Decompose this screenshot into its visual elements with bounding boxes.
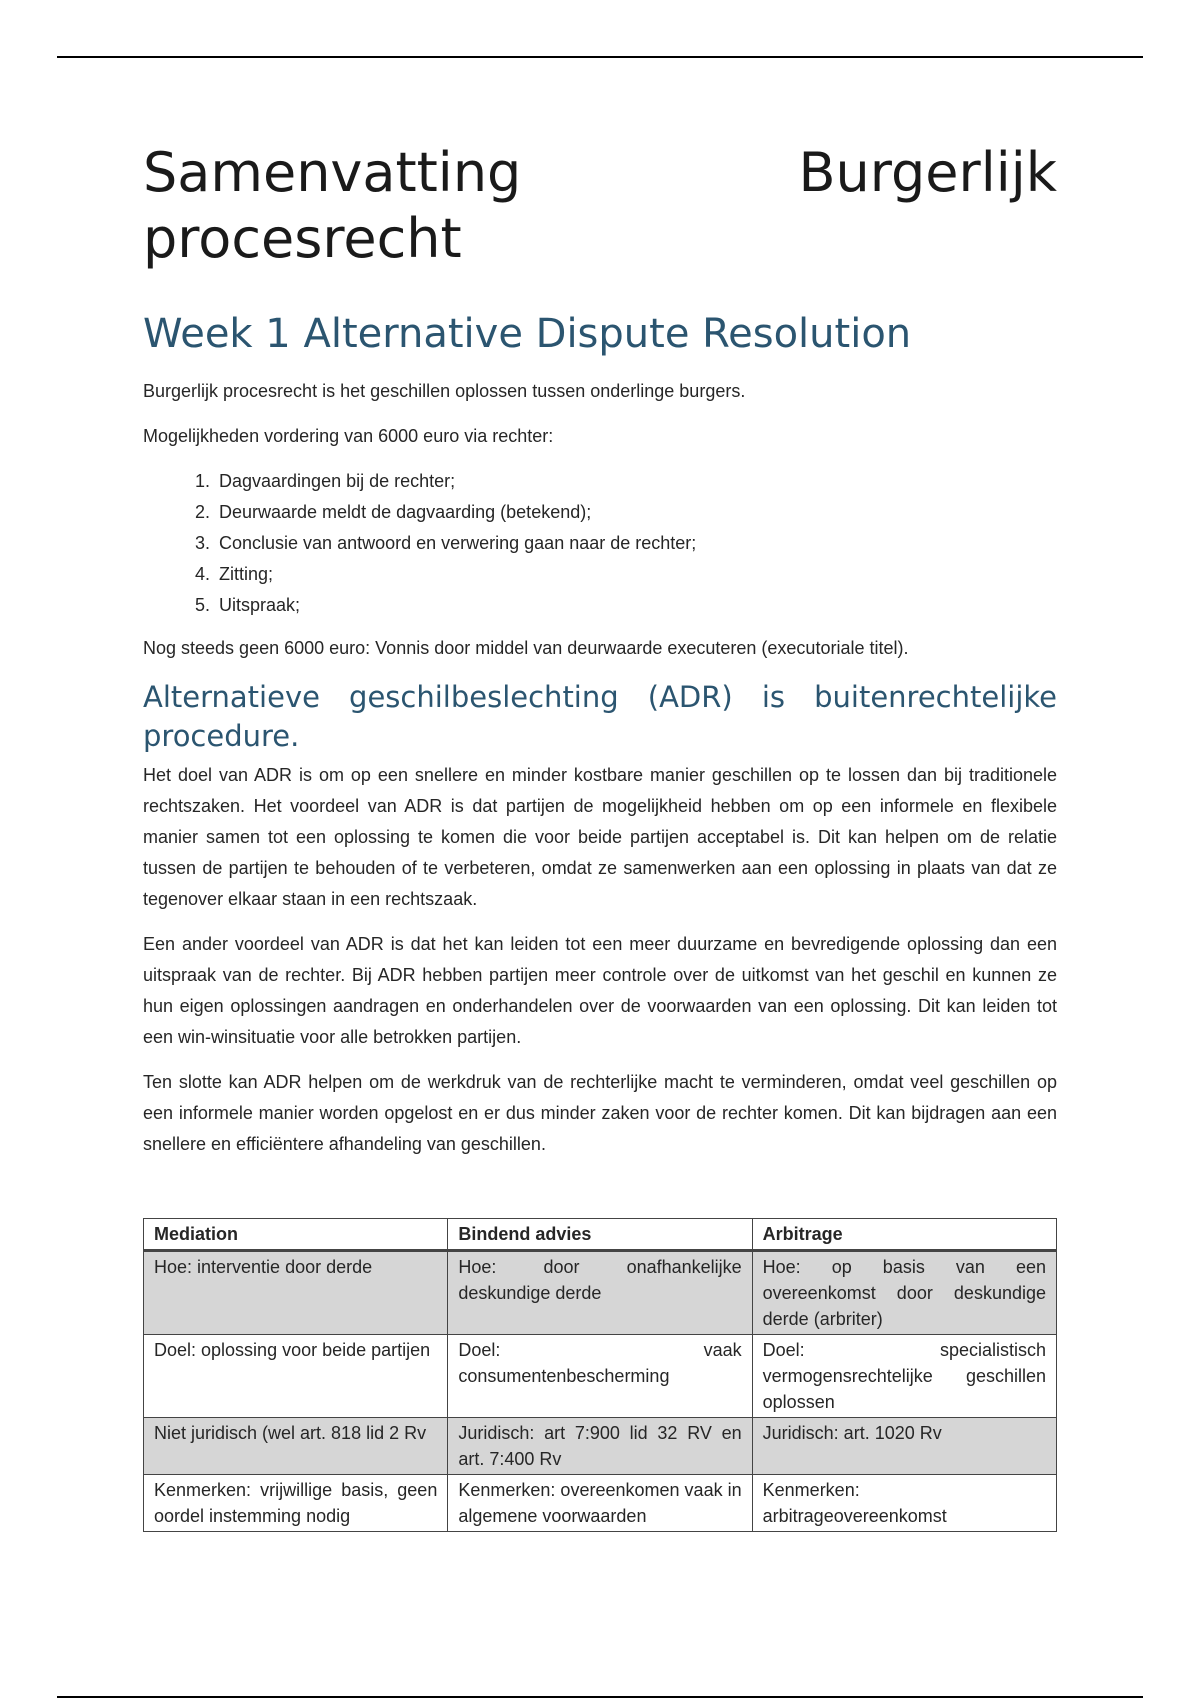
table-cell: Kenmerken: overeenkomen vaak in algemene voorwaarden bbox=[448, 1475, 752, 1532]
table-header: Mediation bbox=[144, 1219, 448, 1251]
list-item: 1. Dagvaardingen bij de rechter; bbox=[215, 466, 1057, 497]
table-cell: Niet juridisch (wel art. 818 lid 2 Rv bbox=[144, 1418, 448, 1475]
document-page bbox=[143, 140, 1057, 1532]
adr-heading: Alternatieve geschilbeslechting (ADR) is buitenrechtelijke procedure. bbox=[143, 680, 1057, 753]
table-cell: Hoe: op basis van een overeenkomst door deskundige derde (arbriter) bbox=[752, 1251, 1056, 1335]
mogelijkheden-label: Mogelijkheden vordering van 6000 euro via rechter: bbox=[143, 426, 554, 446]
list-item: 2. Deurwaarde meldt de dagvaarding (betekend); bbox=[215, 497, 1057, 528]
table-cell: Kenmerken: arbitrageovereenkomst bbox=[752, 1475, 1056, 1532]
table-header: Arbitrage bbox=[752, 1219, 1056, 1251]
table-row bbox=[144, 1418, 1057, 1475]
steps-list bbox=[143, 466, 1057, 621]
table-header: Bindend advies bbox=[448, 1219, 752, 1251]
nog-steeds-paragraph: Nog steeds geen 6000 euro: Vonnis door middel van deurwaarde executeren (executoriale titel). bbox=[143, 638, 909, 658]
body-paragraph: Ten slotte kan ADR helpen om de werkdruk van de rechterlijke macht te verminderen, omdat veel geschillen op een informele manier worden opgelost en er dus minder zaken voor de rechter komen. Dit kan bijdragen aan een snellere en efficiëntere afhandeling van geschillen. bbox=[143, 1072, 1057, 1154]
table-row bbox=[144, 1335, 1057, 1418]
body-paragraph: Het doel van ADR is om op een snellere en minder kostbare manier geschillen op te lossen dan bij traditionele rechtszaken. Het voordeel van ADR is dat partijen de mogelijkheid hebben om op een informele en flexibele manier samen tot een oplossing te komen die voor beide partijen acceptabel is. Dit kan helpen om de relatie tussen de partijen te behouden of te verbeteren, omdat ze samenwerken aan een oplossing in plaats van dat ze tegenover elkaar staan in een rechtszaak. bbox=[143, 765, 1057, 909]
adr-comparison-table bbox=[143, 1218, 1057, 1532]
table-cell: Doel: oplossing voor beide partijen bbox=[144, 1335, 448, 1418]
document-title: Samenvatting Burgerlijk procesrecht bbox=[143, 141, 1057, 270]
table-cell: Hoe: door onafhankelijke deskundige derde bbox=[448, 1251, 752, 1335]
body-paragraph: Een ander voordeel van ADR is dat het kan leiden tot een meer duurzame en bevredigende oplossing dan een uitspraak van de rechter. Bij ADR hebben partijen meer controle over de uitkomst van het geschil en kunnen ze hun eigen oplossingen aandragen en onderhandelen over de voorwaarden van een oplossing. Dit kan leiden tot een win-winsituatie voor alle betrokken partijen. bbox=[143, 934, 1057, 1047]
table-row bbox=[144, 1251, 1057, 1335]
list-item: 5. Uitspraak; bbox=[215, 590, 1057, 621]
bottom-rule bbox=[57, 1696, 1143, 1698]
table-cell: Hoe: interventie door derde bbox=[144, 1251, 448, 1335]
table-cell: Kenmerken: vrijwillige basis, geen oordel instemming nodig bbox=[144, 1475, 448, 1532]
list-item: 4. Zitting; bbox=[215, 559, 1057, 590]
table-row bbox=[144, 1475, 1057, 1532]
table-cell: Doel: vaak consumentenbescherming bbox=[448, 1335, 752, 1418]
list-item: 3. Conclusie van antwoord en verwering gaan naar de rechter; bbox=[215, 528, 1057, 559]
table-cell: Juridisch: art 7:900 lid 32 RV en art. 7:400 Rv bbox=[448, 1418, 752, 1475]
intro-paragraph: Burgerlijk procesrecht is het geschillen oplossen tussen onderlinge burgers. bbox=[143, 381, 746, 401]
table-cell: Juridisch: art. 1020 Rv bbox=[752, 1418, 1056, 1475]
table-cell: Doel: specialistisch vermogensrechtelijke geschillen oplossen bbox=[752, 1335, 1056, 1418]
table-header-row bbox=[144, 1219, 1057, 1251]
top-rule bbox=[57, 56, 1143, 58]
week-heading: Week 1 Alternative Dispute Resolution bbox=[143, 311, 912, 357]
